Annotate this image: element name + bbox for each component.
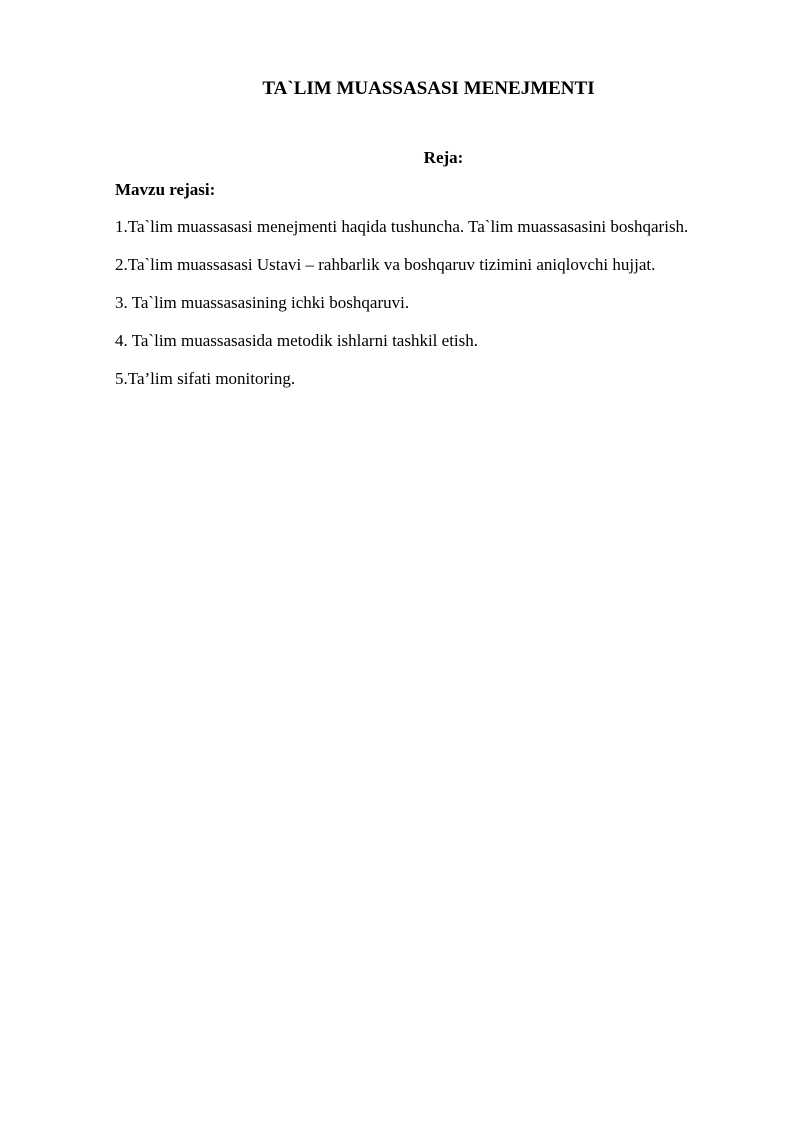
plan-item-4: 4. Ta`lim muassasasida metodik ishlarni tashkil etish. — [115, 331, 479, 350]
plan-heading: Reja: — [423, 148, 464, 167]
plan-item-2: 2.Ta`lim muassasasi Ustavi – rahbarlik va boshqaruv tizimini aniqlovchi hujjat. — [115, 255, 656, 274]
plan-item-5: 5.Ta’lim sifati monitoring. — [115, 369, 296, 388]
plan-list — [115, 215, 742, 405]
plan-item-1: 1.Ta`lim muassasasi menejmenti haqida tushuncha. Ta`lim muassasasini boshqarish. — [115, 217, 689, 236]
plan-item-3: 3. Ta`lim muassasasining ichki boshqaruvi. — [115, 293, 410, 312]
document-title: TA`LIM MUASSASASI MENEJMENTI — [262, 78, 595, 99]
topic-plan-heading: Mavzu rejasi: — [115, 180, 216, 199]
